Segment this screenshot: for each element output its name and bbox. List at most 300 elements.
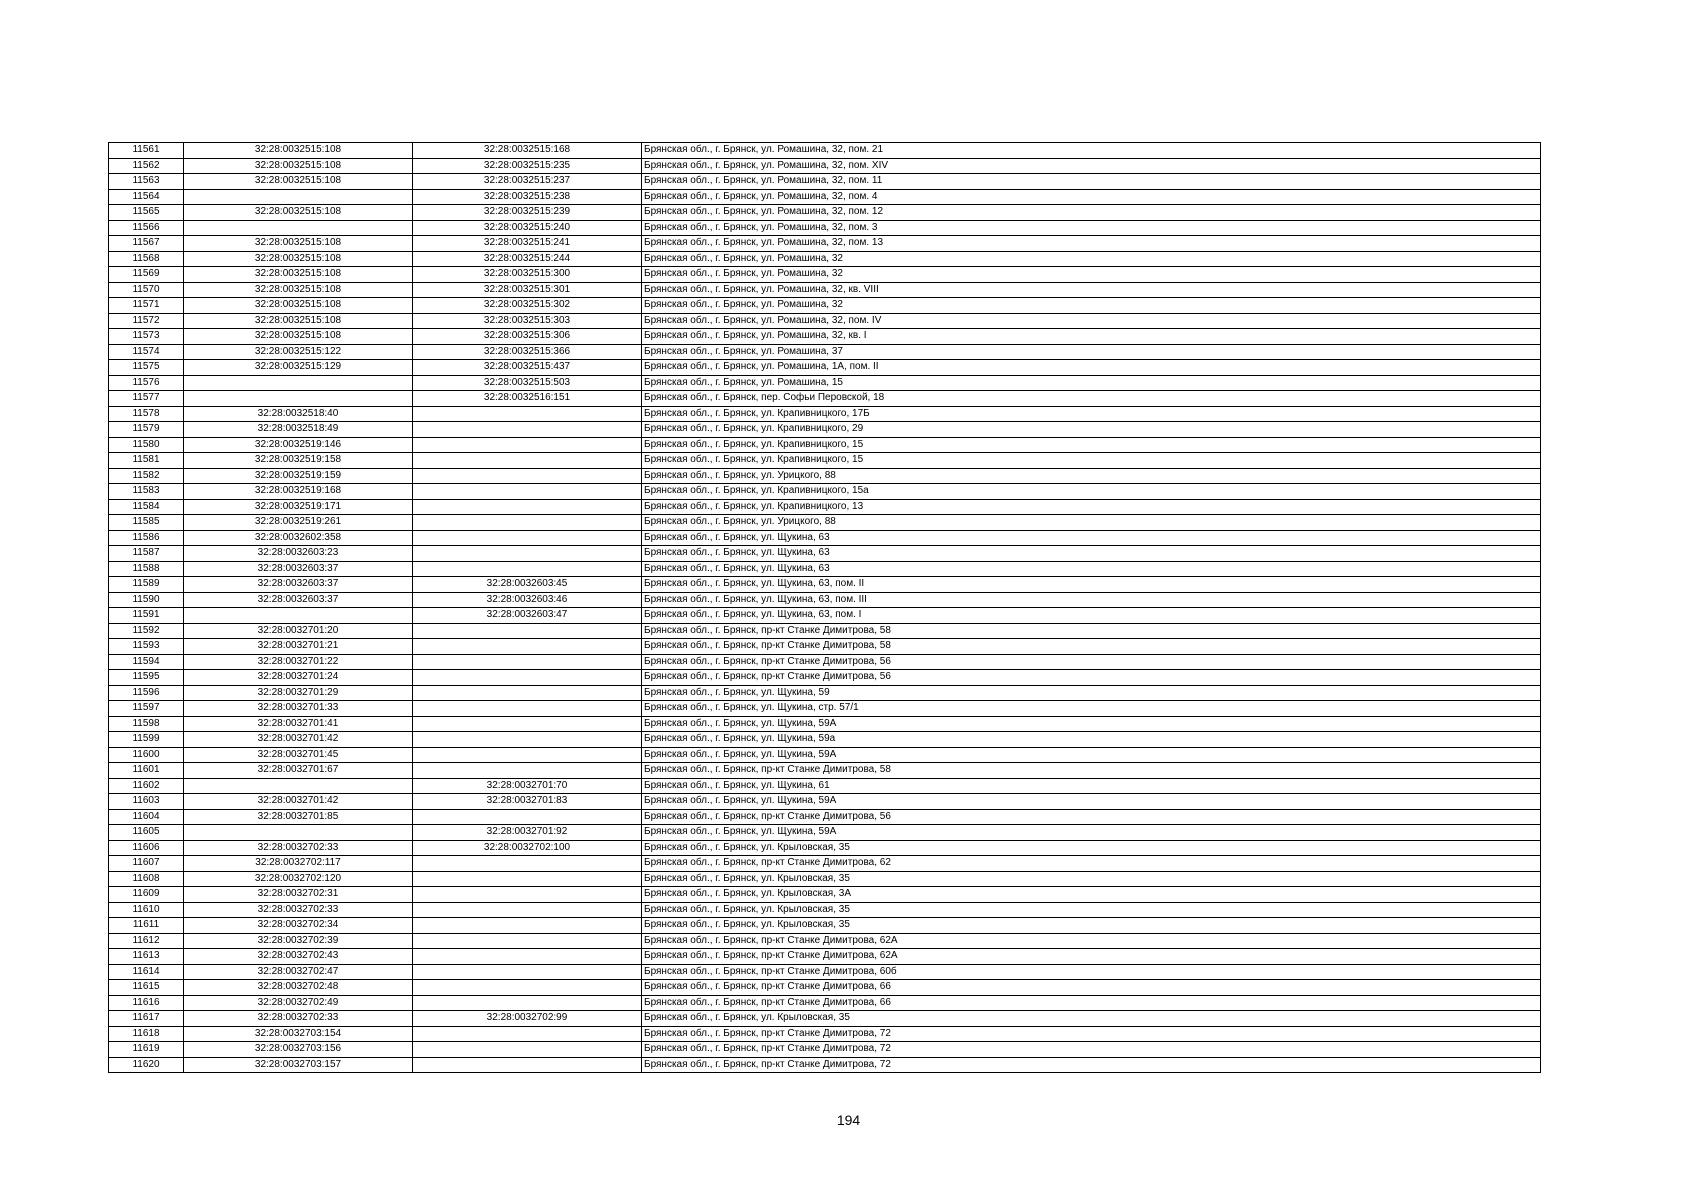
object-cadastral-number-cell <box>413 499 642 515</box>
object-cadastral-number-cell <box>413 933 642 949</box>
row-number-cell: 11611 <box>109 918 184 934</box>
cadastral-number-cell: 32:28:0032519:159 <box>184 468 413 484</box>
object-cadastral-number-cell: 32:28:0032603:45 <box>413 577 642 593</box>
cadastral-number-cell: 32:28:0032701:85 <box>184 809 413 825</box>
cadastral-number-cell: 32:28:0032515:108 <box>184 313 413 329</box>
table-row <box>109 267 1541 283</box>
object-cadastral-number-cell: 32:28:0032603:47 <box>413 608 642 624</box>
cadastral-number-cell <box>184 375 413 391</box>
table-row <box>109 949 1541 965</box>
address-cell: Брянская обл., г. Брянск, ул. Ромашина, 1А, пом. II <box>642 360 1541 376</box>
cadastral-number-cell: 32:28:0032701:33 <box>184 701 413 717</box>
object-cadastral-number-cell <box>413 732 642 748</box>
row-number-cell: 11602 <box>109 778 184 794</box>
table-row <box>109 530 1541 546</box>
object-cadastral-number-cell: 32:28:0032515:302 <box>413 298 642 314</box>
address-cell: Брянская обл., г. Брянск, ул. Щукина, 59А <box>642 794 1541 810</box>
cadastral-number-cell: 32:28:0032515:108 <box>184 329 413 345</box>
address-cell: Брянская обл., г. Брянск, пр-кт Станке Димитрова, 72 <box>642 1026 1541 1042</box>
cadastral-number-cell: 32:28:0032519:146 <box>184 437 413 453</box>
address-cell: Брянская обл., г. Брянск, пр-кт Станке Димитрова, 56 <box>642 670 1541 686</box>
cadastral-number-cell: 32:28:0032703:156 <box>184 1042 413 1058</box>
row-number-cell: 11606 <box>109 840 184 856</box>
address-cell: Брянская обл., г. Брянск, ул. Щукина, 59А <box>642 716 1541 732</box>
table-row <box>109 406 1541 422</box>
cadastral-table <box>108 142 1541 1073</box>
object-cadastral-number-cell: 32:28:0032515:503 <box>413 375 642 391</box>
object-cadastral-number-cell <box>413 716 642 732</box>
row-number-cell: 11609 <box>109 887 184 903</box>
address-cell: Брянская обл., г. Брянск, ул. Крапивницкого, 15а <box>642 484 1541 500</box>
row-number-cell: 11594 <box>109 654 184 670</box>
object-cadastral-number-cell <box>413 902 642 918</box>
row-number-cell: 11581 <box>109 453 184 469</box>
cadastral-number-cell: 32:28:0032702:33 <box>184 902 413 918</box>
row-number-cell: 11566 <box>109 220 184 236</box>
address-cell: Брянская обл., г. Брянск, ул. Крапивницкого, 15 <box>642 453 1541 469</box>
cadastral-number-cell: 32:28:0032515:108 <box>184 143 413 159</box>
address-cell: Брянская обл., г. Брянск, ул. Крыловская, 35 <box>642 1011 1541 1027</box>
address-cell: Брянская обл., г. Брянск, ул. Ромашина, 32, пом. IV <box>642 313 1541 329</box>
address-cell: Брянская обл., г. Брянск, ул. Ромашина, 32 <box>642 298 1541 314</box>
cadastral-number-cell: 32:28:0032702:39 <box>184 933 413 949</box>
object-cadastral-number-cell <box>413 964 642 980</box>
row-number-cell: 11617 <box>109 1011 184 1027</box>
row-number-cell: 11563 <box>109 174 184 190</box>
cadastral-number-cell: 32:28:0032518:40 <box>184 406 413 422</box>
object-cadastral-number-cell: 32:28:0032515:303 <box>413 313 642 329</box>
table-row <box>109 716 1541 732</box>
object-cadastral-number-cell <box>413 453 642 469</box>
address-cell: Брянская обл., г. Брянск, ул. Ромашина, 32, кв. I <box>642 329 1541 345</box>
table-row <box>109 375 1541 391</box>
address-cell: Брянская обл., г. Брянск, пр-кт Станке Димитрова, 72 <box>642 1042 1541 1058</box>
table-row <box>109 1042 1541 1058</box>
row-number-cell: 11582 <box>109 468 184 484</box>
address-cell: Брянская обл., г. Брянск, ул. Щукина, стр. 57/1 <box>642 701 1541 717</box>
object-cadastral-number-cell <box>413 856 642 872</box>
object-cadastral-number-cell <box>413 871 642 887</box>
table-row <box>109 871 1541 887</box>
row-number-cell: 11569 <box>109 267 184 283</box>
cadastral-number-cell: 32:28:0032702:47 <box>184 964 413 980</box>
address-cell: Брянская обл., г. Брянск, пр-кт Станке Димитрова, 56 <box>642 809 1541 825</box>
cadastral-number-cell: 32:28:0032701:67 <box>184 763 413 779</box>
object-cadastral-number-cell: 32:28:0032515:240 <box>413 220 642 236</box>
cadastral-number-cell: 32:28:0032701:42 <box>184 794 413 810</box>
row-number-cell: 11616 <box>109 995 184 1011</box>
row-number-cell: 11604 <box>109 809 184 825</box>
object-cadastral-number-cell: 32:28:0032515:241 <box>413 236 642 252</box>
table-row <box>109 561 1541 577</box>
table-row <box>109 313 1541 329</box>
row-number-cell: 11578 <box>109 406 184 422</box>
address-cell: Брянская обл., г. Брянск, ул. Урицкого, 88 <box>642 468 1541 484</box>
address-cell: Брянская обл., г. Брянск, ул. Щукина, 63 <box>642 561 1541 577</box>
table-row <box>109 1011 1541 1027</box>
row-number-cell: 11568 <box>109 251 184 267</box>
cadastral-number-cell: 32:28:0032515:108 <box>184 267 413 283</box>
table-row <box>109 360 1541 376</box>
row-number-cell: 11610 <box>109 902 184 918</box>
address-cell: Брянская обл., г. Брянск, ул. Ромашина, 32, пом. XIV <box>642 158 1541 174</box>
cadastral-number-cell <box>184 825 413 841</box>
row-number-cell: 11572 <box>109 313 184 329</box>
object-cadastral-number-cell <box>413 995 642 1011</box>
row-number-cell: 11573 <box>109 329 184 345</box>
address-cell: Брянская обл., г. Брянск, ул. Урицкого, 88 <box>642 515 1541 531</box>
object-cadastral-number-cell <box>413 437 642 453</box>
address-cell: Брянская обл., г. Брянск, пр-кт Станке Димитрова, 56 <box>642 654 1541 670</box>
cadastral-number-cell: 32:28:0032702:33 <box>184 1011 413 1027</box>
address-cell: Брянская обл., г. Брянск, пр-кт Станке Димитрова, 66 <box>642 995 1541 1011</box>
cadastral-number-cell: 32:28:0032515:108 <box>184 298 413 314</box>
table-row <box>109 840 1541 856</box>
table-row <box>109 468 1541 484</box>
object-cadastral-number-cell <box>413 561 642 577</box>
row-number-cell: 11608 <box>109 871 184 887</box>
table-row <box>109 918 1541 934</box>
row-number-cell: 11620 <box>109 1057 184 1073</box>
table-body <box>109 143 1541 1073</box>
cadastral-number-cell: 32:28:0032518:49 <box>184 422 413 438</box>
object-cadastral-number-cell: 32:28:0032515:238 <box>413 189 642 205</box>
cadastral-number-cell: 32:28:0032702:34 <box>184 918 413 934</box>
row-number-cell: 11615 <box>109 980 184 996</box>
cadastral-number-cell: 32:28:0032519:168 <box>184 484 413 500</box>
table-row <box>109 763 1541 779</box>
table-row <box>109 902 1541 918</box>
table-row <box>109 794 1541 810</box>
row-number-cell: 11607 <box>109 856 184 872</box>
object-cadastral-number-cell <box>413 918 642 934</box>
table-row <box>109 825 1541 841</box>
address-cell: Брянская обл., г. Брянск, ул. Ромашина, 32 <box>642 267 1541 283</box>
table-row <box>109 778 1541 794</box>
table-row <box>109 391 1541 407</box>
address-cell: Брянская обл., г. Брянск, ул. Крыловская, 35 <box>642 840 1541 856</box>
address-cell: Брянская обл., г. Брянск, ул. Крыловская, 35 <box>642 871 1541 887</box>
object-cadastral-number-cell <box>413 980 642 996</box>
address-cell: Брянская обл., г. Брянск, ул. Ромашина, 32, пом. 21 <box>642 143 1541 159</box>
table-row <box>109 887 1541 903</box>
object-cadastral-number-cell <box>413 639 642 655</box>
address-cell: Брянская обл., г. Брянск, ул. Крыловская, 3А <box>642 887 1541 903</box>
table-row <box>109 251 1541 267</box>
row-number-cell: 11574 <box>109 344 184 360</box>
row-number-cell: 11619 <box>109 1042 184 1058</box>
row-number-cell: 11579 <box>109 422 184 438</box>
cadastral-number-cell: 32:28:0032701:45 <box>184 747 413 763</box>
table-row <box>109 422 1541 438</box>
cadastral-number-cell: 32:28:0032515:108 <box>184 282 413 298</box>
table-row <box>109 515 1541 531</box>
table-row <box>109 608 1541 624</box>
row-number-cell: 11612 <box>109 933 184 949</box>
table-row <box>109 1057 1541 1073</box>
cadastral-number-cell: 32:28:0032702:31 <box>184 887 413 903</box>
cadastral-number-cell: 32:28:0032515:108 <box>184 236 413 252</box>
object-cadastral-number-cell <box>413 887 642 903</box>
row-number-cell: 11603 <box>109 794 184 810</box>
object-cadastral-number-cell: 32:28:0032515:301 <box>413 282 642 298</box>
table-row <box>109 747 1541 763</box>
cadastral-number-cell <box>184 189 413 205</box>
cadastral-number-cell: 32:28:0032702:49 <box>184 995 413 1011</box>
table-row <box>109 701 1541 717</box>
object-cadastral-number-cell <box>413 546 642 562</box>
object-cadastral-number-cell <box>413 949 642 965</box>
object-cadastral-number-cell <box>413 530 642 546</box>
table-row <box>109 1026 1541 1042</box>
address-cell: Брянская обл., г. Брянск, ул. Ромашина, 32, пом. 4 <box>642 189 1541 205</box>
cadastral-number-cell <box>184 608 413 624</box>
table-row <box>109 236 1541 252</box>
row-number-cell: 11587 <box>109 546 184 562</box>
page-number: 194 <box>836 1112 861 1128</box>
address-cell: Брянская обл., г. Брянск, ул. Крыловская, 35 <box>642 902 1541 918</box>
address-cell: Брянская обл., г. Брянск, пр-кт Станке Димитрова, 62А <box>642 949 1541 965</box>
table-row <box>109 437 1541 453</box>
object-cadastral-number-cell: 32:28:0032702:99 <box>413 1011 642 1027</box>
address-cell: Брянская обл., г. Брянск, ул. Щукина, 63, пом. II <box>642 577 1541 593</box>
address-cell: Брянская обл., г. Брянск, ул. Щукина, 61 <box>642 778 1541 794</box>
row-number-cell: 11588 <box>109 561 184 577</box>
table-row <box>109 158 1541 174</box>
address-cell: Брянская обл., г. Брянск, ул. Щукина, 63, пом. III <box>642 592 1541 608</box>
cadastral-number-cell: 32:28:0032515:108 <box>184 174 413 190</box>
table-row <box>109 933 1541 949</box>
table-row <box>109 856 1541 872</box>
row-number-cell: 11592 <box>109 623 184 639</box>
row-number-cell: 11565 <box>109 205 184 221</box>
row-number-cell: 11575 <box>109 360 184 376</box>
object-cadastral-number-cell: 32:28:0032515:306 <box>413 329 642 345</box>
cadastral-number-cell: 32:28:0032519:171 <box>184 499 413 515</box>
cadastral-number-cell: 32:28:0032602:358 <box>184 530 413 546</box>
object-cadastral-number-cell <box>413 763 642 779</box>
table-row <box>109 344 1541 360</box>
address-cell: Брянская обл., г. Брянск, ул. Щукина, 59А <box>642 747 1541 763</box>
address-cell: Брянская обл., г. Брянск, ул. Ромашина, 32, пом. 3 <box>642 220 1541 236</box>
row-number-cell: 11585 <box>109 515 184 531</box>
object-cadastral-number-cell <box>413 747 642 763</box>
object-cadastral-number-cell <box>413 515 642 531</box>
address-cell: Брянская обл., г. Брянск, пер. Софьи Перовской, 18 <box>642 391 1541 407</box>
row-number-cell: 11618 <box>109 1026 184 1042</box>
row-number-cell: 11583 <box>109 484 184 500</box>
row-number-cell: 11591 <box>109 608 184 624</box>
table-row <box>109 577 1541 593</box>
address-cell: Брянская обл., г. Брянск, пр-кт Станке Димитрова, 60б <box>642 964 1541 980</box>
row-number-cell: 11590 <box>109 592 184 608</box>
table-row <box>109 220 1541 236</box>
table-row <box>109 546 1541 562</box>
row-number-cell: 11571 <box>109 298 184 314</box>
row-number-cell: 11561 <box>109 143 184 159</box>
row-number-cell: 11593 <box>109 639 184 655</box>
cadastral-number-cell: 32:28:0032702:33 <box>184 840 413 856</box>
address-cell: Брянская обл., г. Брянск, ул. Крапивницкого, 17Б <box>642 406 1541 422</box>
cadastral-number-cell: 32:28:0032603:23 <box>184 546 413 562</box>
table-row <box>109 654 1541 670</box>
object-cadastral-number-cell: 32:28:0032515:437 <box>413 360 642 376</box>
object-cadastral-number-cell: 32:28:0032515:244 <box>413 251 642 267</box>
table-row <box>109 499 1541 515</box>
row-number-cell: 11601 <box>109 763 184 779</box>
table-row <box>109 298 1541 314</box>
object-cadastral-number-cell: 32:28:0032515:300 <box>413 267 642 283</box>
row-number-cell: 11584 <box>109 499 184 515</box>
table-row <box>109 453 1541 469</box>
object-cadastral-number-cell <box>413 701 642 717</box>
row-number-cell: 11596 <box>109 685 184 701</box>
cadastral-number-cell <box>184 391 413 407</box>
table-row <box>109 282 1541 298</box>
row-number-cell: 11600 <box>109 747 184 763</box>
cadastral-number-cell: 32:28:0032515:129 <box>184 360 413 376</box>
row-number-cell: 11614 <box>109 964 184 980</box>
address-cell: Брянская обл., г. Брянск, пр-кт Станке Димитрова, 72 <box>642 1057 1541 1073</box>
table-row <box>109 809 1541 825</box>
row-number-cell: 11613 <box>109 949 184 965</box>
object-cadastral-number-cell: 32:28:0032702:100 <box>413 840 642 856</box>
address-cell: Брянская обл., г. Брянск, ул. Крыловская, 35 <box>642 918 1541 934</box>
object-cadastral-number-cell <box>413 1057 642 1073</box>
object-cadastral-number-cell: 32:28:0032515:237 <box>413 174 642 190</box>
address-cell: Брянская обл., г. Брянск, ул. Щукина, 59 <box>642 685 1541 701</box>
table-row <box>109 670 1541 686</box>
row-number-cell: 11599 <box>109 732 184 748</box>
address-cell: Брянская обл., г. Брянск, пр-кт Станке Димитрова, 66 <box>642 980 1541 996</box>
cadastral-number-cell: 32:28:0032702:120 <box>184 871 413 887</box>
object-cadastral-number-cell: 32:28:0032515:366 <box>413 344 642 360</box>
cadastral-number-cell: 32:28:0032515:122 <box>184 344 413 360</box>
cadastral-number-cell: 32:28:0032515:108 <box>184 251 413 267</box>
row-number-cell: 11586 <box>109 530 184 546</box>
cadastral-number-cell <box>184 778 413 794</box>
row-number-cell: 11570 <box>109 282 184 298</box>
cadastral-number-cell: 32:28:0032519:158 <box>184 453 413 469</box>
address-cell: Брянская обл., г. Брянск, ул. Крапивницкого, 29 <box>642 422 1541 438</box>
row-number-cell: 11589 <box>109 577 184 593</box>
cadastral-number-cell: 32:28:0032701:22 <box>184 654 413 670</box>
table-row <box>109 484 1541 500</box>
cadastral-number-cell: 32:28:0032702:48 <box>184 980 413 996</box>
address-cell: Брянская обл., г. Брянск, пр-кт Станке Димитрова, 62 <box>642 856 1541 872</box>
address-cell: Брянская обл., г. Брянск, ул. Щукина, 63, пом. I <box>642 608 1541 624</box>
object-cadastral-number-cell <box>413 654 642 670</box>
cadastral-number-cell: 32:28:0032703:157 <box>184 1057 413 1073</box>
cadastral-number-cell: 32:28:0032701:42 <box>184 732 413 748</box>
address-cell: Брянская обл., г. Брянск, ул. Щукина, 63 <box>642 546 1541 562</box>
object-cadastral-number-cell <box>413 623 642 639</box>
address-cell: Брянская обл., г. Брянск, пр-кт Станке Димитрова, 62А <box>642 933 1541 949</box>
address-cell: Брянская обл., г. Брянск, ул. Щукина, 63 <box>642 530 1541 546</box>
row-number-cell: 11605 <box>109 825 184 841</box>
cadastral-number-cell: 32:28:0032703:154 <box>184 1026 413 1042</box>
cadastral-number-cell: 32:28:0032701:20 <box>184 623 413 639</box>
object-cadastral-number-cell: 32:28:0032603:46 <box>413 592 642 608</box>
address-cell: Брянская обл., г. Брянск, ул. Крапивницкого, 13 <box>642 499 1541 515</box>
cadastral-number-cell: 32:28:0032702:43 <box>184 949 413 965</box>
row-number-cell: 11576 <box>109 375 184 391</box>
table-row <box>109 639 1541 655</box>
cadastral-number-cell: 32:28:0032701:24 <box>184 670 413 686</box>
object-cadastral-number-cell: 32:28:0032515:168 <box>413 143 642 159</box>
cadastral-number-cell: 32:28:0032603:37 <box>184 577 413 593</box>
row-number-cell: 11577 <box>109 391 184 407</box>
cadastral-number-cell: 32:28:0032701:29 <box>184 685 413 701</box>
address-cell: Брянская обл., г. Брянск, ул. Щукина, 59А <box>642 825 1541 841</box>
address-cell: Брянская обл., г. Брянск, ул. Ромашина, 32, кв. VIII <box>642 282 1541 298</box>
row-number-cell: 11567 <box>109 236 184 252</box>
address-cell: Брянская обл., г. Брянск, ул. Ромашина, 32, пом. 13 <box>642 236 1541 252</box>
address-cell: Брянская обл., г. Брянск, ул. Щукина, 59а <box>642 732 1541 748</box>
row-number-cell: 11595 <box>109 670 184 686</box>
object-cadastral-number-cell: 32:28:0032701:92 <box>413 825 642 841</box>
cadastral-number-cell <box>184 220 413 236</box>
address-cell: Брянская обл., г. Брянск, ул. Ромашина, 32 <box>642 251 1541 267</box>
address-cell: Брянская обл., г. Брянск, пр-кт Станке Димитрова, 58 <box>642 623 1541 639</box>
row-number-cell: 11564 <box>109 189 184 205</box>
table-row <box>109 205 1541 221</box>
cadastral-number-cell: 32:28:0032701:21 <box>184 639 413 655</box>
row-number-cell: 11598 <box>109 716 184 732</box>
object-cadastral-number-cell: 32:28:0032515:239 <box>413 205 642 221</box>
address-cell: Брянская обл., г. Брянск, пр-кт Станке Димитрова, 58 <box>642 639 1541 655</box>
object-cadastral-number-cell <box>413 468 642 484</box>
address-cell: Брянская обл., г. Брянск, ул. Крапивницкого, 15 <box>642 437 1541 453</box>
table-row <box>109 623 1541 639</box>
object-cadastral-number-cell <box>413 484 642 500</box>
cadastral-number-cell: 32:28:0032702:117 <box>184 856 413 872</box>
cadastral-number-cell: 32:28:0032603:37 <box>184 592 413 608</box>
row-number-cell: 11562 <box>109 158 184 174</box>
table-row <box>109 732 1541 748</box>
cadastral-number-cell: 32:28:0032519:261 <box>184 515 413 531</box>
object-cadastral-number-cell: 32:28:0032515:235 <box>413 158 642 174</box>
table-row <box>109 964 1541 980</box>
object-cadastral-number-cell <box>413 1042 642 1058</box>
cadastral-number-cell: 32:28:0032603:37 <box>184 561 413 577</box>
table-row <box>109 189 1541 205</box>
cadastral-number-cell: 32:28:0032515:108 <box>184 205 413 221</box>
object-cadastral-number-cell: 32:28:0032701:83 <box>413 794 642 810</box>
table-row <box>109 329 1541 345</box>
object-cadastral-number-cell <box>413 809 642 825</box>
table-row <box>109 980 1541 996</box>
row-number-cell: 11580 <box>109 437 184 453</box>
address-cell: Брянская обл., г. Брянск, ул. Ромашина, 32, пом. 11 <box>642 174 1541 190</box>
table-row <box>109 592 1541 608</box>
address-cell: Брянская обл., г. Брянск, ул. Ромашина, 15 <box>642 375 1541 391</box>
object-cadastral-number-cell <box>413 670 642 686</box>
table-row <box>109 685 1541 701</box>
object-cadastral-number-cell <box>413 1026 642 1042</box>
cadastral-number-cell: 32:28:0032515:108 <box>184 158 413 174</box>
object-cadastral-number-cell <box>413 685 642 701</box>
object-cadastral-number-cell: 32:28:0032516:151 <box>413 391 642 407</box>
address-cell: Брянская обл., г. Брянск, ул. Ромашина, 37 <box>642 344 1541 360</box>
address-cell: Брянская обл., г. Брянск, пр-кт Станке Димитрова, 58 <box>642 763 1541 779</box>
table-row <box>109 174 1541 190</box>
object-cadastral-number-cell: 32:28:0032701:70 <box>413 778 642 794</box>
table-row <box>109 143 1541 159</box>
object-cadastral-number-cell <box>413 422 642 438</box>
row-number-cell: 11597 <box>109 701 184 717</box>
address-cell: Брянская обл., г. Брянск, ул. Ромашина, 32, пом. 12 <box>642 205 1541 221</box>
